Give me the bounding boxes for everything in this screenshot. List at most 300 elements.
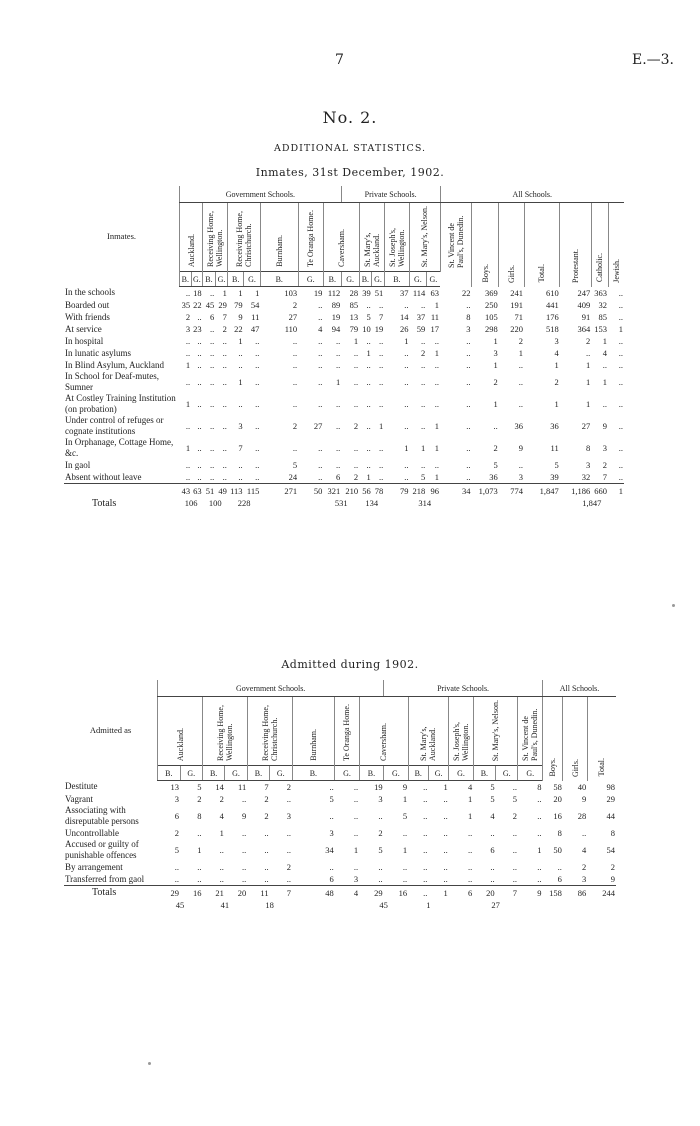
bg-label: G. — [384, 766, 408, 781]
table-cell: 4 — [602, 348, 607, 358]
table-cell: 19 — [331, 312, 341, 322]
table-cell: 51 — [374, 288, 384, 298]
table-row — [64, 805, 616, 827]
table-cell: 5 — [554, 460, 559, 470]
table-cell: 1 — [434, 472, 439, 482]
table-cell: 1 — [185, 443, 191, 453]
table-cell: 441 — [545, 300, 559, 310]
table-cell: 1 — [379, 421, 384, 431]
table-cell: .. — [421, 377, 426, 387]
table-cell: 5 — [490, 794, 495, 804]
table-cell: .. — [292, 348, 298, 358]
table-cell: 3 — [353, 874, 359, 884]
table-row — [64, 437, 624, 459]
bg-label: B. — [473, 766, 495, 781]
table-cell: 44 — [606, 811, 615, 821]
table-cell: 1 — [197, 845, 202, 855]
table-cell: 1 — [222, 288, 227, 298]
row-label: By arrangement — [65, 861, 123, 872]
table-row — [64, 873, 616, 886]
table-cell: 19 — [374, 324, 384, 334]
table-cell: .. — [443, 862, 448, 872]
table-cell: .. — [466, 377, 471, 387]
admitted-row-header: Admitted as — [89, 725, 132, 736]
table-cell: .. — [618, 300, 623, 310]
table-cell: 3 — [185, 324, 191, 334]
col-header: St. Mary's, Nelson. — [491, 699, 501, 761]
table-cell: 18 — [193, 288, 202, 298]
table-cell: .. — [336, 336, 341, 346]
table-cell: 241 — [510, 287, 523, 298]
table-cell: .. — [197, 862, 202, 872]
table-cell: .. — [219, 845, 224, 855]
bg-label: G. — [496, 766, 518, 781]
total-cell: 50 — [298, 484, 323, 498]
bg-label: G. — [180, 766, 202, 781]
row-label: In hospital — [65, 335, 104, 346]
table-cell: .. — [537, 811, 542, 821]
table-cell: 1 — [618, 324, 623, 334]
table-cell: .. — [264, 828, 269, 838]
table-cell: 2 — [353, 472, 359, 482]
table-cell: 19 — [313, 288, 323, 298]
table-cell: 1 — [467, 811, 473, 821]
table-cell: .. — [404, 399, 409, 409]
table-cell: 17 — [430, 324, 439, 334]
bg-label: G. — [298, 272, 323, 287]
total-cell: 4 — [335, 886, 359, 900]
table-cell: 1 — [518, 348, 523, 358]
table-cell: .. — [336, 348, 341, 358]
total-cell: 20 — [225, 886, 247, 900]
table-cell: .. — [286, 845, 291, 855]
table-cell: 2 — [602, 460, 607, 470]
col-header: Girls. — [570, 758, 580, 777]
table-cell: 11 — [550, 443, 559, 453]
table-cell: .. — [467, 845, 473, 855]
table-cell: 518 — [545, 324, 559, 334]
page-header — [0, 52, 700, 72]
table-cell: .. — [222, 399, 227, 409]
total-cell: 7 — [270, 886, 292, 900]
table-cell: 1 — [404, 336, 409, 346]
table-cell: 22 — [193, 300, 202, 310]
table-cell: .. — [318, 336, 323, 346]
table-cell: .. — [366, 336, 371, 346]
table-cell: .. — [443, 794, 448, 804]
table-cell: .. — [353, 828, 359, 838]
table-cell: 3 — [493, 348, 498, 358]
table-cell: 1 — [353, 845, 359, 855]
table-cell: .. — [518, 377, 523, 387]
table-cell: 9 — [602, 421, 607, 431]
table-cell: 1 — [537, 845, 542, 855]
table-cell: 1 — [336, 377, 341, 387]
table-cell: 13 — [349, 312, 359, 322]
row-label: At Costley Training Institution (on probation) — [65, 393, 176, 414]
table-cell: .. — [241, 874, 247, 884]
total-cell: 63 — [191, 484, 203, 498]
table-cell: .. — [618, 421, 623, 431]
table-cell: .. — [512, 845, 517, 855]
table-cell: 191 — [510, 300, 523, 310]
table-cell: 5 — [378, 845, 383, 855]
table-cell: 28 — [577, 811, 587, 821]
subtotal-wellington: 41 — [220, 900, 230, 910]
bg-label: G. — [225, 766, 247, 781]
table-cell: .. — [537, 874, 542, 884]
table-cell: .. — [336, 399, 341, 409]
table-cell: 7 — [602, 472, 607, 482]
table-cell: .. — [185, 348, 191, 358]
bg-label: B. — [359, 272, 372, 287]
table-cell: 1 — [366, 472, 371, 482]
table-cell: 3 — [585, 460, 591, 470]
page-speck — [148, 1062, 151, 1065]
table-cell: 1 — [185, 360, 191, 370]
inmates-title: Inmates, 31st December, 1902. — [255, 166, 445, 179]
table-cell: .. — [512, 862, 517, 872]
table-cell: .. — [582, 828, 587, 838]
totals-label-spacer — [64, 899, 158, 911]
admitted-title: Admitted during 1902. — [281, 658, 419, 671]
col-header: Girls. — [506, 264, 516, 283]
table-cell: .. — [618, 336, 623, 346]
bg-label: B. — [158, 766, 180, 781]
document-subtitle: ADDITIONAL STATISTICS. — [273, 143, 427, 154]
bg-label: B. — [260, 272, 298, 287]
total-cell: 21 — [202, 886, 224, 900]
table-cell: .. — [185, 460, 191, 470]
table-cell: 29 — [218, 300, 227, 310]
table-cell: .. — [174, 862, 180, 872]
table-cell: 63 — [430, 288, 439, 298]
total-cell: 115 — [244, 484, 261, 498]
table-row — [64, 839, 616, 861]
table-cell: 7 — [264, 782, 269, 792]
table-row — [64, 415, 624, 437]
table-cell: .. — [318, 472, 323, 482]
table-cell: .. — [255, 377, 260, 387]
bg-label: G. — [191, 272, 203, 287]
table-cell: .. — [423, 862, 428, 872]
table-cell: .. — [318, 360, 323, 370]
table-cell: .. — [423, 782, 428, 792]
table-cell: 6 — [557, 874, 562, 884]
table-cell: .. — [423, 845, 428, 855]
table-cell: .. — [197, 472, 202, 482]
table-cell: .. — [255, 421, 260, 431]
table-cell: .. — [197, 460, 202, 470]
table-cell: 2 — [286, 782, 291, 792]
table-row — [64, 287, 624, 300]
table-cell: .. — [512, 828, 517, 838]
inmates-row-header: Inmates. — [106, 231, 137, 242]
table-cell: 2 — [493, 377, 498, 387]
table-cell: 2 — [174, 828, 180, 838]
table-row — [64, 861, 616, 873]
table-cell: 5 — [421, 472, 426, 482]
table-cell: 1 — [602, 377, 607, 387]
subtotal-denominations: 1,847 — [582, 498, 602, 508]
table-cell: 20 — [553, 794, 562, 804]
table-cell: .. — [402, 874, 408, 884]
col-header: Boys. — [548, 758, 558, 777]
table-row — [64, 311, 624, 323]
table-cell: 8 — [557, 828, 562, 838]
table-cell: 2 — [585, 336, 591, 346]
table-cell: .. — [466, 443, 471, 453]
totals-label: Totals — [92, 497, 117, 509]
table-cell: .. — [404, 300, 409, 310]
table-cell: 9 — [610, 874, 615, 884]
table-cell: .. — [286, 828, 291, 838]
table-cell: .. — [209, 460, 215, 470]
table-cell: .. — [366, 443, 371, 453]
bg-label: B. — [202, 766, 224, 781]
inmates-subtotals-row — [64, 497, 624, 509]
table-cell: 3 — [582, 874, 587, 884]
table-cell: .. — [423, 794, 428, 804]
bg-label: G. — [270, 766, 292, 781]
table-cell: .. — [241, 828, 247, 838]
table-cell: .. — [585, 348, 591, 358]
table-cell: .. — [379, 377, 384, 387]
table-cell: .. — [185, 472, 191, 482]
table-cell: 1 — [434, 421, 439, 431]
total-cell: 29 — [359, 886, 383, 900]
table-row — [64, 459, 624, 471]
table-row — [64, 347, 624, 359]
table-cell: 2 — [493, 443, 498, 453]
table-cell: .. — [443, 874, 448, 884]
bg-label: G. — [428, 766, 448, 781]
col-header: Jewish. — [611, 258, 621, 283]
bg-label: B. — [384, 272, 409, 287]
table-cell: 3 — [329, 828, 334, 838]
table-cell: 98 — [606, 781, 615, 792]
table-cell: .. — [379, 348, 384, 358]
table-cell: .. — [255, 348, 260, 358]
table-cell: 11 — [238, 782, 247, 792]
subtotal-st-marys-nelson: 314 — [418, 498, 432, 508]
table-cell: .. — [197, 312, 202, 322]
total-cell: .. — [408, 886, 428, 900]
table-cell: .. — [404, 472, 409, 482]
bg-label: B. — [359, 766, 383, 781]
bg-label: G. — [215, 272, 228, 287]
table-cell: 610 — [545, 287, 559, 298]
table-cell: .. — [366, 360, 371, 370]
table-cell: 27 — [581, 421, 591, 431]
table-cell: .. — [379, 336, 384, 346]
col-header: Te Oranga Home. — [306, 210, 316, 267]
table-cell: .. — [255, 336, 260, 346]
table-cell: 50 — [553, 845, 562, 855]
table-cell: .. — [353, 782, 359, 792]
col-header: Receiving Home, Wellington. — [206, 211, 225, 267]
table-cell: 9 — [402, 782, 408, 792]
table-cell: 409 — [577, 300, 591, 310]
table-cell: .. — [602, 399, 607, 409]
total-cell: 49 — [215, 484, 228, 498]
table-cell: 3 — [286, 811, 291, 821]
total-cell: 210 — [341, 484, 359, 498]
table-cell: .. — [512, 874, 517, 884]
table-cell: 3 — [466, 324, 471, 334]
table-cell: .. — [264, 862, 269, 872]
table-cell: .. — [209, 324, 215, 334]
table-cell: 37 — [399, 288, 409, 298]
table-cell: .. — [255, 472, 260, 482]
table-cell: .. — [238, 348, 243, 358]
col-header: St. Mary's, Nelson. — [420, 205, 430, 267]
table-cell: 2 — [264, 794, 269, 804]
table-cell: .. — [318, 399, 323, 409]
subtotal-caversham: 531 — [334, 498, 348, 508]
table-cell: 10 — [362, 324, 371, 334]
table-cell: .. — [292, 399, 298, 409]
table-cell: .. — [318, 348, 323, 358]
table-cell: 4 — [219, 811, 224, 821]
table-cell: 11 — [430, 312, 439, 322]
table-cell: .. — [209, 348, 215, 358]
table-cell: .. — [209, 360, 215, 370]
table-cell: 5 — [329, 794, 334, 804]
table-cell: .. — [197, 360, 202, 370]
table-cell: 14 — [215, 782, 224, 792]
table-cell: 3 — [554, 336, 559, 346]
table-cell: 1 — [404, 443, 409, 453]
table-cell: 1 — [554, 399, 559, 409]
table-cell: .. — [618, 377, 623, 387]
table-cell: 110 — [284, 324, 298, 334]
table-cell: 1 — [585, 360, 591, 370]
table-cell: 27 — [313, 421, 323, 431]
table-cell: 1 — [219, 828, 224, 838]
table-cell: 369 — [485, 287, 498, 298]
table-cell: .. — [379, 472, 384, 482]
table-cell: .. — [618, 348, 623, 358]
table-cell: .. — [318, 377, 323, 387]
table-cell: .. — [466, 336, 471, 346]
table-cell: .. — [286, 794, 291, 804]
total-cell: 79 — [384, 484, 409, 498]
total-cell: 244 — [587, 886, 616, 900]
table-cell: 1 — [402, 794, 408, 804]
total-cell: 113 — [228, 484, 244, 498]
table-cell: .. — [222, 336, 227, 346]
total-cell: 11 — [247, 886, 269, 900]
table-cell: .. — [209, 399, 215, 409]
table-cell: 153 — [594, 324, 607, 334]
table-cell: 34 — [325, 845, 334, 855]
row-label: Uncontrollable — [65, 827, 119, 838]
table-cell: .. — [353, 348, 359, 358]
page-number: 7 — [335, 52, 344, 68]
table-cell: .. — [421, 421, 426, 431]
table-cell: 24 — [288, 472, 298, 482]
table-cell: .. — [197, 399, 202, 409]
table-cell: 5 — [490, 782, 495, 792]
group-all-schools: All Schools. — [543, 680, 617, 697]
table-cell: .. — [404, 348, 409, 358]
table-cell: .. — [618, 312, 623, 322]
col-header: St. Vincent de Paul's, Dunedin. — [446, 215, 465, 268]
table-cell: .. — [353, 460, 359, 470]
page-reference: E.—3. — [631, 52, 674, 68]
table-cell: 250 — [485, 300, 498, 310]
table-cell: 2 — [197, 794, 202, 804]
col-header: St. Joseph's, Wellington. — [451, 721, 470, 761]
table-row — [64, 471, 624, 484]
table-cell: 1 — [434, 348, 439, 358]
table-cell: 1 — [467, 794, 473, 804]
col-header: Boys. — [480, 264, 490, 283]
table-cell: .. — [292, 377, 298, 387]
table-cell: 112 — [327, 288, 341, 298]
table-row — [64, 393, 624, 415]
table-cell: 2 — [518, 336, 523, 346]
table-cell: 4 — [490, 811, 495, 821]
bg-label: B. — [292, 766, 335, 781]
table-cell: .. — [443, 845, 448, 855]
total-cell: 9 — [518, 886, 543, 900]
table-cell: 8 — [466, 312, 471, 322]
table-cell: .. — [353, 377, 359, 387]
table-cell: .. — [618, 443, 623, 453]
table-cell: .. — [241, 862, 247, 872]
col-header: Catholic. — [595, 253, 605, 283]
row-label: Under control of refuges or cognate institutions — [65, 415, 164, 436]
table-cell: .. — [292, 336, 298, 346]
table-row — [64, 793, 616, 805]
table-cell: .. — [466, 348, 471, 358]
table-cell: 5 — [402, 811, 408, 821]
table-cell: .. — [379, 399, 384, 409]
table-cell: 2 — [185, 312, 191, 322]
table-cell: .. — [378, 874, 383, 884]
table-cell: .. — [518, 460, 523, 470]
table-cell: 39 — [362, 288, 371, 298]
table-cell: 94 — [331, 324, 341, 334]
table-cell: .. — [537, 794, 542, 804]
row-label: In Blind Asylum, Auckland — [65, 359, 164, 370]
table-cell: .. — [421, 360, 426, 370]
table-cell: 85 — [598, 312, 607, 322]
table-cell: .. — [197, 874, 202, 884]
table-cell: .. — [421, 399, 426, 409]
bg-label: B. — [247, 766, 269, 781]
table-cell: 32 — [598, 300, 607, 310]
table-cell: 5 — [292, 460, 298, 470]
total-cell: 321 — [323, 484, 341, 498]
bg-label: G. — [244, 272, 261, 287]
total-cell: 86 — [563, 886, 587, 900]
table-cell: 5 — [174, 845, 180, 855]
table-row — [64, 335, 624, 347]
bg-label: G. — [335, 766, 359, 781]
table-cell: 14 — [399, 312, 409, 322]
table-cell: .. — [434, 377, 439, 387]
col-header: St. Joseph's, Wellington. — [387, 227, 406, 267]
table-row — [64, 323, 624, 335]
table-cell: .. — [421, 336, 426, 346]
table-cell: 7 — [379, 312, 384, 322]
table-cell: 79 — [349, 324, 359, 334]
group-government-schools: Government Schools. — [180, 186, 342, 203]
table-cell: .. — [264, 845, 269, 855]
